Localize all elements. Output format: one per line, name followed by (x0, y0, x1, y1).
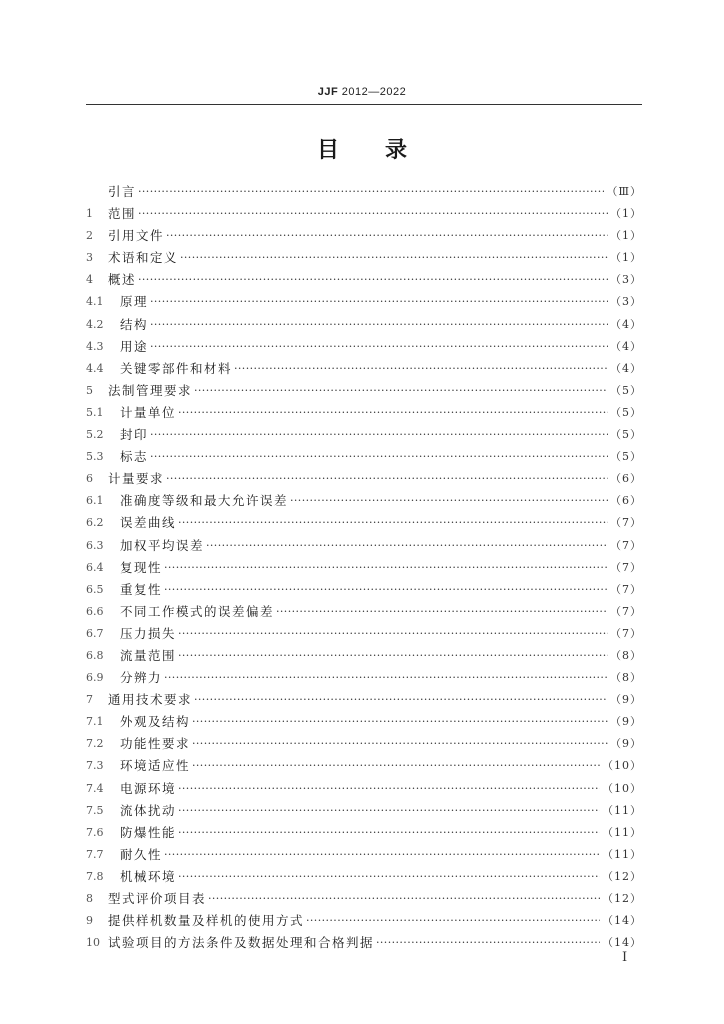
toc-leader-dots (178, 866, 600, 888)
page-title: 目录 (316, 138, 453, 163)
toc-entry-number: 7.3 (86, 759, 104, 773)
toc-entry[interactable] (86, 645, 642, 667)
toc-entry-label: 关键零部件和材料 (120, 360, 233, 376)
toc-entry-page: （8） (610, 671, 642, 685)
toc-leader-dots (194, 380, 608, 402)
toc-leader-dots (178, 623, 608, 645)
toc-leader-dots (178, 645, 608, 667)
toc-entry-page: （1） (610, 229, 642, 243)
toc-entry-number: 8 (86, 892, 93, 905)
toc-entry-label: 用途 (120, 338, 149, 354)
toc-entry-label: 功能性要求 (120, 736, 191, 752)
toc-entry-label: 法制管理要求 (108, 382, 193, 398)
toc-leader-dots (164, 667, 608, 689)
toc-entry[interactable] (86, 402, 642, 424)
toc-entry-label: 分辨力 (120, 670, 163, 686)
toc-entry-number: 5.2 (86, 428, 104, 442)
toc-leader-dots (150, 336, 608, 358)
toc-entry-number: 6.2 (86, 516, 104, 530)
toc-leader-dots (194, 689, 608, 711)
toc-entry-page: （4） (610, 361, 642, 375)
table-of-contents (86, 181, 642, 954)
toc-entry-page: （Ⅲ） (606, 185, 642, 198)
toc-entry-label: 计量单位 (120, 404, 177, 420)
toc-entry[interactable] (86, 336, 642, 358)
header-rule (86, 104, 642, 105)
toc-entry-label: 范围 (108, 206, 137, 222)
toc-entry[interactable] (86, 247, 642, 269)
toc-entry[interactable] (86, 269, 642, 291)
toc-leader-dots (164, 579, 608, 601)
toc-leader-dots (178, 822, 600, 844)
toc-entry-label: 原理 (120, 294, 149, 310)
toc-entry[interactable] (86, 866, 642, 888)
toc-entry-number: 6.1 (86, 494, 104, 508)
toc-entry-number: 3 (86, 251, 93, 265)
toc-entry-page: （5） (610, 383, 642, 397)
toc-entry-page: （3） (610, 295, 642, 309)
toc-entry-page: （7） (610, 538, 642, 552)
toc-entry-label: 标志 (120, 449, 149, 465)
toc-entry[interactable] (86, 778, 642, 800)
toc-leader-dots (166, 225, 608, 247)
toc-entry[interactable] (86, 888, 642, 910)
toc-leader-dots (150, 424, 608, 446)
toc-leader-dots (276, 601, 608, 623)
toc-entry[interactable] (86, 424, 642, 446)
toc-entry-number: 2 (86, 229, 93, 243)
toc-entry-label: 概述 (108, 272, 137, 288)
toc-entry-number: 7.7 (86, 847, 104, 861)
toc-entry-number: 6.7 (86, 626, 104, 640)
toc-entry[interactable] (86, 291, 642, 313)
toc-entry-page: （5） (610, 428, 642, 442)
toc-entry-label: 重复性 (120, 581, 163, 597)
toc-leader-dots (150, 314, 608, 336)
toc-entry-number: 7.6 (86, 825, 104, 839)
toc-entry-label: 型式评价项目表 (108, 891, 207, 906)
toc-entry-number: 6.3 (86, 538, 104, 552)
toc-leader-dots (178, 800, 600, 822)
toc-entry-page: （10） (602, 781, 642, 795)
toc-entry-label: 流体扰动 (120, 802, 177, 818)
toc-entry-number: 10 (86, 936, 100, 950)
toc-entry-page: （9） (610, 715, 642, 729)
toc-entry[interactable] (86, 535, 642, 557)
toc-entry-page: （14） (602, 936, 642, 950)
toc-entry-number: 6.6 (86, 604, 104, 618)
toc-leader-dots (178, 778, 600, 800)
toc-entry[interactable] (86, 557, 642, 579)
toc-leader-dots (192, 733, 608, 755)
toc-entry-label: 术语和定义 (108, 250, 179, 266)
toc-leader-dots (376, 932, 600, 954)
toc-entry[interactable] (86, 380, 642, 402)
toc-entry-page: （9） (610, 737, 642, 751)
toc-entry-page: （12） (602, 869, 642, 883)
toc-entry[interactable] (86, 225, 642, 247)
toc-leader-dots (306, 910, 600, 932)
toc-entry-label: 试验项目的方法条件及数据处理和合格判据 (108, 935, 375, 951)
toc-entry-page: （7） (610, 516, 642, 530)
toc-entry[interactable] (86, 932, 642, 954)
toc-entry[interactable] (86, 844, 642, 866)
toc-entry[interactable] (86, 358, 642, 380)
toc-leader-dots (164, 557, 608, 579)
toc-entry-number: 4.4 (86, 361, 104, 375)
toc-entry-number: 4.3 (86, 339, 104, 353)
toc-entry-number: 6.8 (86, 648, 104, 662)
toc-entry[interactable] (86, 181, 642, 203)
toc-entry-label: 准确度等级和最大允许误差 (120, 493, 289, 509)
toc-entry-label: 计量要求 (108, 471, 165, 487)
toc-entry-label: 引言 (108, 184, 137, 199)
toc-entry-label: 耐久性 (120, 846, 163, 862)
toc-entry-number: 5.3 (86, 450, 104, 464)
toc-entry[interactable] (86, 490, 642, 512)
toc-entry[interactable] (86, 910, 642, 932)
toc-entry-page: （7） (610, 560, 642, 574)
toc-entry-number: 4.2 (86, 317, 104, 331)
toc-entry-label: 复现性 (120, 559, 163, 575)
toc-entry-page: （1） (610, 251, 642, 265)
toc-entry[interactable] (86, 822, 642, 844)
standard-number: 2012—2022 (341, 86, 407, 98)
toc-entry[interactable] (86, 512, 642, 534)
toc-leader-dots (166, 468, 608, 490)
toc-entry-label: 加权平均误差 (120, 537, 205, 553)
toc-entry-label: 结构 (120, 316, 149, 332)
toc-entry-page: （9） (610, 693, 642, 707)
toc-entry-number: 4 (86, 273, 93, 287)
toc-entry-page: （7） (610, 626, 642, 640)
toc-entry-page: （8） (610, 648, 642, 662)
toc-leader-dots (192, 755, 600, 777)
toc-entry-page: （11） (602, 803, 642, 817)
toc-entry-page: （7） (610, 582, 642, 596)
toc-entry-label: 电源环境 (120, 780, 177, 796)
toc-entry-number: 5.1 (86, 405, 104, 419)
toc-entry-page: （6） (610, 472, 642, 486)
toc-entry-number: 7.8 (86, 869, 104, 883)
toc-entry-label: 流量范围 (120, 647, 177, 663)
toc-entry-page: （14） (602, 914, 642, 928)
toc-entry-number: 7.1 (86, 715, 104, 729)
toc-entry[interactable] (86, 667, 642, 689)
toc-leader-dots (234, 358, 608, 380)
toc-entry-page: （11） (602, 847, 642, 861)
toc-entry-number: 6 (86, 472, 93, 486)
toc-entry-label: 机械环境 (120, 868, 177, 884)
toc-entry-label: 提供样机数量及样机的使用方式 (108, 913, 305, 929)
toc-entry-label: 封印 (120, 427, 149, 443)
toc-leader-dots (290, 490, 608, 512)
toc-entry-number: 7.2 (86, 737, 104, 751)
toc-entry-page: （7） (610, 604, 642, 618)
toc-entry-label: 误差曲线 (120, 515, 177, 531)
toc-entry[interactable] (86, 733, 642, 755)
toc-entry[interactable] (86, 446, 642, 468)
toc-entry-number: 1 (86, 207, 93, 221)
toc-entry-number: 5 (86, 383, 93, 397)
toc-entry-page: （12） (602, 892, 642, 905)
toc-leader-dots (208, 888, 600, 910)
toc-entry[interactable] (86, 623, 642, 645)
toc-entry-number: 6.5 (86, 582, 104, 596)
toc-leader-dots (178, 512, 608, 534)
page-folio: I (622, 950, 628, 965)
toc-leader-dots (164, 844, 600, 866)
toc-entry-page: （4） (610, 339, 642, 353)
toc-entry-label: 通用技术要求 (108, 692, 193, 708)
toc-entry-label: 压力损失 (120, 625, 177, 641)
toc-entry-page: （5） (610, 450, 642, 464)
toc-entry-label: 环境适应性 (120, 758, 191, 774)
toc-entry-label: 引用文件 (108, 228, 165, 244)
toc-entry-label: 不同工作模式的误差偏差 (120, 603, 275, 619)
toc-leader-dots (138, 181, 604, 203)
toc-leader-dots (138, 269, 608, 291)
toc-leader-dots (180, 247, 608, 269)
toc-entry-page: （1） (610, 207, 642, 221)
toc-entry[interactable] (86, 800, 642, 822)
toc-leader-dots (150, 446, 608, 468)
toc-entry[interactable] (86, 755, 642, 777)
toc-leader-dots (178, 402, 608, 424)
toc-entry[interactable] (86, 468, 642, 490)
toc-entry-number: 9 (86, 914, 93, 928)
toc-leader-dots (206, 535, 608, 557)
toc-entry-number: 7.4 (86, 781, 104, 795)
toc-leader-dots (150, 291, 608, 313)
toc-entry[interactable] (86, 689, 642, 711)
toc-entry-number: 4.1 (86, 295, 104, 309)
toc-entry[interactable] (86, 579, 642, 601)
toc-entry-page: （5） (610, 405, 642, 419)
toc-entry-page: （3） (610, 273, 642, 287)
toc-entry-page: （6） (610, 494, 642, 508)
toc-entry-label: 外观及结构 (120, 714, 191, 730)
toc-entry-number: 7 (86, 693, 93, 707)
standard-code: JJF (317, 86, 339, 98)
toc-entry-number: 6.4 (86, 560, 104, 574)
toc-leader-dots (138, 203, 608, 225)
toc-entry-number: 6.9 (86, 671, 104, 685)
toc-entry-page: （11） (602, 825, 642, 839)
toc-entry[interactable] (86, 203, 642, 225)
toc-entry-page: （4） (610, 317, 642, 331)
toc-entry[interactable] (86, 711, 642, 733)
toc-entry-label: 防爆性能 (120, 824, 177, 840)
toc-entry[interactable] (86, 601, 642, 623)
toc-entry[interactable] (86, 314, 642, 336)
toc-entry-number: 7.5 (86, 803, 104, 817)
running-header (0, 86, 724, 98)
toc-leader-dots (192, 711, 608, 733)
toc-entry-page: （10） (602, 759, 642, 773)
